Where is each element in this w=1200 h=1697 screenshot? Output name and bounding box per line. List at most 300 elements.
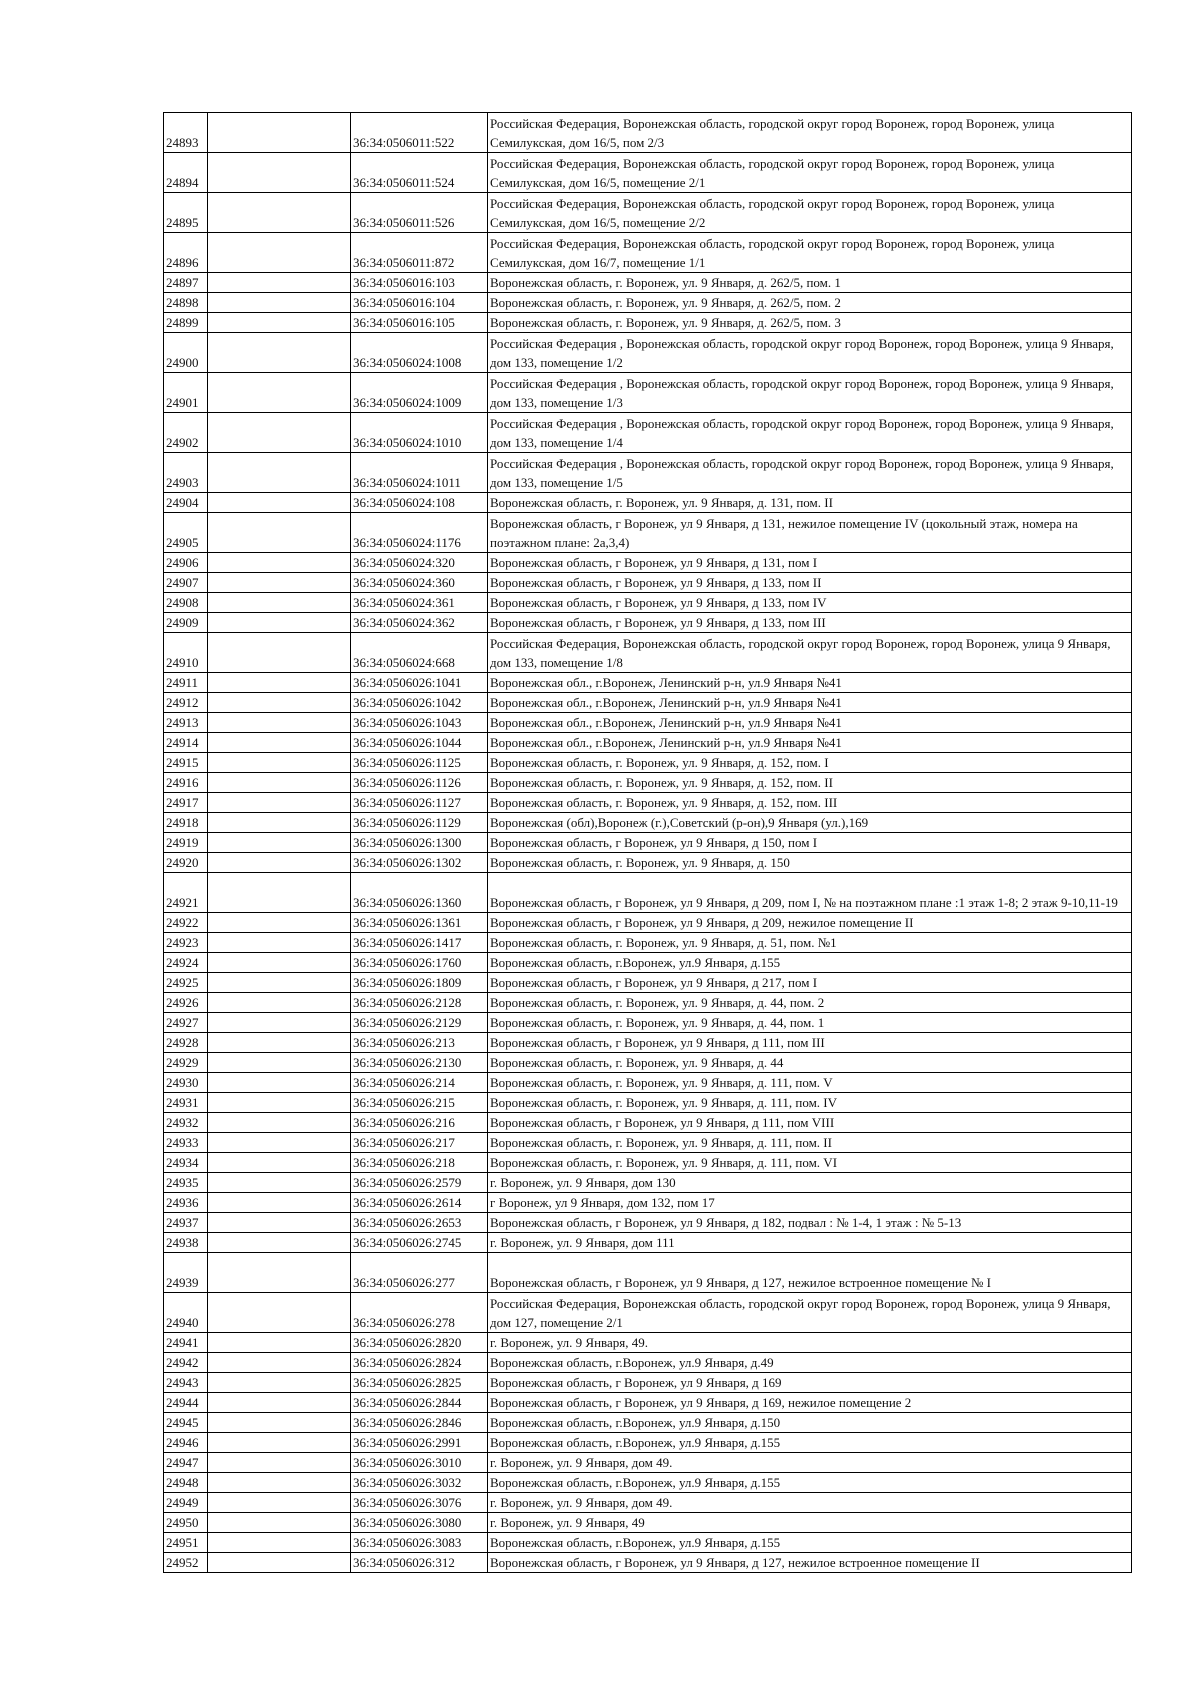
empty-column-cell bbox=[208, 1113, 351, 1133]
empty-column-cell bbox=[208, 753, 351, 773]
empty-column-cell bbox=[208, 1513, 351, 1533]
table-row bbox=[164, 1033, 1132, 1053]
cadastral-number-cell: 36:34:0506026:1809 bbox=[351, 973, 488, 993]
address-cell: Воронежская область, г Воронеж, ул 9 Января, д 150, пом I bbox=[488, 833, 1132, 853]
table-row bbox=[164, 313, 1132, 333]
empty-column-cell bbox=[208, 773, 351, 793]
row-number-cell: 24947 bbox=[164, 1453, 208, 1473]
address-cell: Воронежская область, г Воронеж, ул 9 Января, д 111, пом VIII bbox=[488, 1113, 1132, 1133]
table-row bbox=[164, 853, 1132, 873]
row-number-cell: 24951 bbox=[164, 1533, 208, 1553]
empty-column-cell bbox=[208, 1453, 351, 1473]
table-row bbox=[164, 1253, 1132, 1293]
cadastral-number-cell: 36:34:0506016:104 bbox=[351, 293, 488, 313]
cadastral-number-cell: 36:34:0506026:1127 bbox=[351, 793, 488, 813]
empty-column-cell bbox=[208, 1293, 351, 1333]
empty-column-cell bbox=[208, 1153, 351, 1173]
address-cell: Воронежская область, г. Воронеж, ул. 9 Января, д. 262/5, пом. 3 bbox=[488, 313, 1132, 333]
address-cell: г Воронеж, ул 9 Января, дом 132, пом 17 bbox=[488, 1193, 1132, 1213]
empty-column-cell bbox=[208, 593, 351, 613]
empty-column-cell bbox=[208, 1333, 351, 1353]
table-row bbox=[164, 1453, 1132, 1473]
empty-column-cell bbox=[208, 573, 351, 593]
table-row bbox=[164, 833, 1132, 853]
table-row bbox=[164, 1013, 1132, 1033]
address-cell: Воронежская область, г. Воронеж, ул. 9 Января, д. 111, пом. IV bbox=[488, 1093, 1132, 1113]
cadastral-number-cell: 36:34:0506024:362 bbox=[351, 613, 488, 633]
row-number-cell: 24922 bbox=[164, 913, 208, 933]
table-row bbox=[164, 693, 1132, 713]
table-row bbox=[164, 1133, 1132, 1153]
table-row bbox=[164, 913, 1132, 933]
table-row bbox=[164, 1513, 1132, 1533]
cadastral-number-cell: 36:34:0506026:1125 bbox=[351, 753, 488, 773]
address-cell: Российская Федерация, Воронежская область, городской округ город Воронеж, город Воронеж, улица Семилукская, дом 16/7, помещение 1/1 bbox=[488, 233, 1132, 273]
cadastral-number-cell: 36:34:0506016:105 bbox=[351, 313, 488, 333]
empty-column-cell bbox=[208, 293, 351, 313]
table-row bbox=[164, 1073, 1132, 1093]
empty-column-cell bbox=[208, 1193, 351, 1213]
row-number-cell: 24945 bbox=[164, 1413, 208, 1433]
address-cell: Воронежская область, г Воронеж, ул 9 Января, д 131, нежилое помещение IV (цокольный этаж, номера на поэтажном плане: 2а,3,4) bbox=[488, 513, 1132, 553]
row-number-cell: 24912 bbox=[164, 693, 208, 713]
table-row bbox=[164, 1233, 1132, 1253]
table-row bbox=[164, 1333, 1132, 1353]
cadastral-number-cell: 36:34:0506024:1010 bbox=[351, 413, 488, 453]
address-cell: Воронежская область, г. Воронеж, ул. 9 Января, д. 51, пом. №1 bbox=[488, 933, 1132, 953]
address-cell: г. Воронеж, ул. 9 Января, 49. bbox=[488, 1333, 1132, 1353]
table-row bbox=[164, 733, 1132, 753]
empty-column-cell bbox=[208, 1433, 351, 1453]
row-number-cell: 24893 bbox=[164, 113, 208, 153]
cadastral-number-cell: 36:34:0506024:1176 bbox=[351, 513, 488, 553]
address-cell: Воронежская область, г Воронеж, ул 9 Января, д 169 bbox=[488, 1373, 1132, 1393]
table-row bbox=[164, 1393, 1132, 1413]
address-cell: Воронежская область, г Воронеж, ул 9 Января, д 209, пом I, № на поэтажном плане :1 этаж 1-8; 2 этаж 9-10,11-19 bbox=[488, 873, 1132, 913]
table-row bbox=[164, 873, 1132, 913]
cadastral-number-cell: 36:34:0506024:1008 bbox=[351, 333, 488, 373]
address-cell: г. Воронеж, ул. 9 Января, дом 49. bbox=[488, 1493, 1132, 1513]
row-number-cell: 24930 bbox=[164, 1073, 208, 1093]
cadastral-number-cell: 36:34:0506026:1361 bbox=[351, 913, 488, 933]
table-row bbox=[164, 933, 1132, 953]
cadastral-number-cell: 36:34:0506011:872 bbox=[351, 233, 488, 273]
empty-column-cell bbox=[208, 153, 351, 193]
cadastral-number-cell: 36:34:0506024:1011 bbox=[351, 453, 488, 493]
cadastral-number-cell: 36:34:0506026:3080 bbox=[351, 1513, 488, 1533]
row-number-cell: 24919 bbox=[164, 833, 208, 853]
address-cell: Воронежская область, г. Воронеж, ул. 9 Января, д. 111, пом. VI bbox=[488, 1153, 1132, 1173]
cadastral-number-cell: 36:34:0506026:2825 bbox=[351, 1373, 488, 1393]
address-cell: Воронежская область, г. Воронеж, ул. 9 Января, д. 44 bbox=[488, 1053, 1132, 1073]
cadastral-number-cell: 36:34:0506026:2820 bbox=[351, 1333, 488, 1353]
empty-column-cell bbox=[208, 973, 351, 993]
row-number-cell: 24937 bbox=[164, 1213, 208, 1233]
address-cell: г. Воронеж, ул. 9 Января, дом 111 bbox=[488, 1233, 1132, 1253]
row-number-cell: 24906 bbox=[164, 553, 208, 573]
address-cell: Воронежская область, г. Воронеж, ул. 9 Января, д. 111, пом. II bbox=[488, 1133, 1132, 1153]
table-row bbox=[164, 673, 1132, 693]
address-cell: Воронежская область, г. Воронеж, ул. 9 Января, д. 152, пом. I bbox=[488, 753, 1132, 773]
address-cell: Воронежская обл., г.Воронеж, Ленинский р-н, ул.9 Января №41 bbox=[488, 693, 1132, 713]
empty-column-cell bbox=[208, 273, 351, 293]
cadastral-number-cell: 36:34:0506026:215 bbox=[351, 1093, 488, 1113]
address-cell: Воронежская область, г Воронеж, ул 9 Января, д 133, пом II bbox=[488, 573, 1132, 593]
row-number-cell: 24902 bbox=[164, 413, 208, 453]
row-number-cell: 24904 bbox=[164, 493, 208, 513]
row-number-cell: 24944 bbox=[164, 1393, 208, 1413]
cadastral-number-cell: 36:34:0506026:1043 bbox=[351, 713, 488, 733]
address-cell: Воронежская область, г Воронеж, ул 9 Января, д 133, пом III bbox=[488, 613, 1132, 633]
row-number-cell: 24933 bbox=[164, 1133, 208, 1153]
cadastral-number-cell: 36:34:0506026:217 bbox=[351, 1133, 488, 1153]
address-cell: Российская Федерация, Воронежская область, городской округ город Воронеж, город Воронеж, улица Семилукская, дом 16/5, пом 2/3 bbox=[488, 113, 1132, 153]
row-number-cell: 24940 bbox=[164, 1293, 208, 1333]
table-row bbox=[164, 193, 1132, 233]
empty-column-cell bbox=[208, 853, 351, 873]
empty-column-cell bbox=[208, 1493, 351, 1513]
cadastral-number-cell: 36:34:0506026:2129 bbox=[351, 1013, 488, 1033]
address-cell: Воронежская область, г.Воронеж, ул.9 Января, д.155 bbox=[488, 1433, 1132, 1453]
row-number-cell: 24916 bbox=[164, 773, 208, 793]
row-number-cell: 24905 bbox=[164, 513, 208, 553]
cadastral-number-cell: 36:34:0506026:2745 bbox=[351, 1233, 488, 1253]
cadastral-number-cell: 36:34:0506016:103 bbox=[351, 273, 488, 293]
cadastral-number-cell: 36:34:0506026:1041 bbox=[351, 673, 488, 693]
cadastral-number-cell: 36:34:0506026:1302 bbox=[351, 853, 488, 873]
table-row bbox=[164, 573, 1132, 593]
table-row bbox=[164, 113, 1132, 153]
row-number-cell: 24931 bbox=[164, 1093, 208, 1113]
address-cell: Воронежская область, г.Воронеж, ул.9 Января, д.49 bbox=[488, 1353, 1132, 1373]
row-number-cell: 24950 bbox=[164, 1513, 208, 1533]
table-row bbox=[164, 1293, 1132, 1333]
table-row bbox=[164, 1473, 1132, 1493]
address-cell: Воронежская область, г.Воронеж, ул.9 Января, д.155 bbox=[488, 953, 1132, 973]
table-row bbox=[164, 773, 1132, 793]
cadastral-number-cell: 36:34:0506024:108 bbox=[351, 493, 488, 513]
empty-column-cell bbox=[208, 1473, 351, 1493]
cadastral-number-cell: 36:34:0506026:3032 bbox=[351, 1473, 488, 1493]
row-number-cell: 24934 bbox=[164, 1153, 208, 1173]
address-cell: Воронежская область, г.Воронеж, ул.9 Января, д.155 bbox=[488, 1533, 1132, 1553]
row-number-cell: 24899 bbox=[164, 313, 208, 333]
row-number-cell: 24909 bbox=[164, 613, 208, 633]
row-number-cell: 24913 bbox=[164, 713, 208, 733]
empty-column-cell bbox=[208, 373, 351, 413]
empty-column-cell bbox=[208, 1213, 351, 1233]
table-row bbox=[164, 593, 1132, 613]
row-number-cell: 24927 bbox=[164, 1013, 208, 1033]
empty-column-cell bbox=[208, 873, 351, 913]
address-cell: Воронежская область, г Воронеж, ул 9 Января, д 111, пом III bbox=[488, 1033, 1132, 1053]
empty-column-cell bbox=[208, 553, 351, 573]
table-row bbox=[164, 1173, 1132, 1193]
table-row bbox=[164, 333, 1132, 373]
table-row bbox=[164, 273, 1132, 293]
row-number-cell: 24926 bbox=[164, 993, 208, 1013]
empty-column-cell bbox=[208, 1253, 351, 1293]
table-row bbox=[164, 1553, 1132, 1573]
cadastral-number-cell: 36:34:0506026:218 bbox=[351, 1153, 488, 1173]
table-row bbox=[164, 993, 1132, 1013]
cadastral-number-cell: 36:34:0506026:2824 bbox=[351, 1353, 488, 1373]
empty-column-cell bbox=[208, 913, 351, 933]
empty-column-cell bbox=[208, 1133, 351, 1153]
address-cell: Воронежская область, г. Воронеж, ул. 9 Января, д. 152, пом. II bbox=[488, 773, 1132, 793]
empty-column-cell bbox=[208, 1373, 351, 1393]
empty-column-cell bbox=[208, 693, 351, 713]
row-number-cell: 24900 bbox=[164, 333, 208, 373]
cadastral-number-cell: 36:34:0506026:2614 bbox=[351, 1193, 488, 1213]
empty-column-cell bbox=[208, 953, 351, 973]
table-row bbox=[164, 1153, 1132, 1173]
address-cell: Воронежская область, г Воронеж, ул 9 Января, д 217, пом I bbox=[488, 973, 1132, 993]
row-number-cell: 24908 bbox=[164, 593, 208, 613]
address-cell: Воронежская область, г Воронеж, ул 9 Января, д 133, пом IV bbox=[488, 593, 1132, 613]
row-number-cell: 24952 bbox=[164, 1553, 208, 1573]
row-number-cell: 24946 bbox=[164, 1433, 208, 1453]
row-number-cell: 24932 bbox=[164, 1113, 208, 1133]
address-cell: Воронежская область, г.Воронеж, ул.9 Января, д.155 bbox=[488, 1473, 1132, 1493]
address-cell: Воронежская область, г Воронеж, ул 9 Января, д 131, пом I bbox=[488, 553, 1132, 573]
cadastral-number-cell: 36:34:0506026:278 bbox=[351, 1293, 488, 1333]
table-row bbox=[164, 753, 1132, 773]
table-row bbox=[164, 373, 1132, 413]
address-cell: Воронежская область, г Воронеж, ул 9 Января, д 127, нежилое встроенное помещение II bbox=[488, 1553, 1132, 1573]
empty-column-cell bbox=[208, 673, 351, 693]
row-number-cell: 24903 bbox=[164, 453, 208, 493]
cadastral-number-cell: 36:34:0506026:2846 bbox=[351, 1413, 488, 1433]
address-cell: Воронежская область, г. Воронеж, ул. 9 Января, д. 44, пом. 2 bbox=[488, 993, 1132, 1013]
row-number-cell: 24920 bbox=[164, 853, 208, 873]
row-number-cell: 24943 bbox=[164, 1373, 208, 1393]
cadastral-number-cell: 36:34:0506026:2128 bbox=[351, 993, 488, 1013]
cadastral-number-cell: 36:34:0506026:1417 bbox=[351, 933, 488, 953]
row-number-cell: 24917 bbox=[164, 793, 208, 813]
table-row bbox=[164, 1213, 1132, 1233]
cadastral-number-cell: 36:34:0506026:2844 bbox=[351, 1393, 488, 1413]
cadastral-number-cell: 36:34:0506026:214 bbox=[351, 1073, 488, 1093]
empty-column-cell bbox=[208, 1533, 351, 1553]
empty-column-cell bbox=[208, 1053, 351, 1073]
empty-column-cell bbox=[208, 1233, 351, 1253]
address-cell: Воронежская область, г. Воронеж, ул. 9 Января, д. 262/5, пом. 2 bbox=[488, 293, 1132, 313]
row-number-cell: 24897 bbox=[164, 273, 208, 293]
cadastral-number-cell: 36:34:0506026:312 bbox=[351, 1553, 488, 1573]
empty-column-cell bbox=[208, 1393, 351, 1413]
address-cell: Воронежская область, г Воронеж, ул 9 Января, д 169, нежилое помещение 2 bbox=[488, 1393, 1132, 1413]
empty-column-cell bbox=[208, 633, 351, 673]
table-row bbox=[164, 613, 1132, 633]
address-cell: Воронежская область, г. Воронеж, ул. 9 Января, д. 44, пом. 1 bbox=[488, 1013, 1132, 1033]
cadastral-number-cell: 36:34:0506026:2991 bbox=[351, 1433, 488, 1453]
address-cell: Воронежская область, г Воронеж, ул 9 Января, д 127, нежилое встроенное помещение № I bbox=[488, 1253, 1132, 1293]
cadastral-number-cell: 36:34:0506026:2579 bbox=[351, 1173, 488, 1193]
address-cell: Российская Федерация, Воронежская область, городской округ город Воронеж, город Воронеж, улица Семилукская, дом 16/5, помещение 2/1 bbox=[488, 153, 1132, 193]
empty-column-cell bbox=[208, 193, 351, 233]
table-row bbox=[164, 153, 1132, 193]
empty-column-cell bbox=[208, 933, 351, 953]
empty-column-cell bbox=[208, 513, 351, 553]
table-row bbox=[164, 1533, 1132, 1553]
registry-table-body bbox=[164, 113, 1132, 1573]
row-number-cell: 24914 bbox=[164, 733, 208, 753]
address-cell: Воронежская обл., г.Воронеж, Ленинский р-н, ул.9 Января №41 bbox=[488, 673, 1132, 693]
cadastral-number-cell: 36:34:0506026:277 bbox=[351, 1253, 488, 1293]
address-cell: Российская Федерация , Воронежская область, городской округ город Воронеж, город Воронеж, улица 9 Января, дом 133, помещение 1/3 bbox=[488, 373, 1132, 413]
address-cell: Воронежская область, г. Воронеж, ул. 9 Января, д. 131, пом. II bbox=[488, 493, 1132, 513]
cadastral-number-cell: 36:34:0506011:526 bbox=[351, 193, 488, 233]
cadastral-number-cell: 36:34:0506026:3083 bbox=[351, 1533, 488, 1553]
address-cell: Воронежская обл., г.Воронеж, Ленинский р-н, ул.9 Января №41 bbox=[488, 713, 1132, 733]
address-cell: Воронежская (обл),Воронеж (г.),Советский (р-он),9 Января (ул.),169 bbox=[488, 813, 1132, 833]
address-cell: г. Воронеж, ул. 9 Января, дом 49. bbox=[488, 1453, 1132, 1473]
empty-column-cell bbox=[208, 1353, 351, 1373]
cadastral-number-cell: 36:34:0506026:2653 bbox=[351, 1213, 488, 1233]
row-number-cell: 24895 bbox=[164, 193, 208, 233]
table-row bbox=[164, 633, 1132, 673]
table-row bbox=[164, 1373, 1132, 1393]
empty-column-cell bbox=[208, 613, 351, 633]
empty-column-cell bbox=[208, 1413, 351, 1433]
cadastral-number-cell: 36:34:0506026:1129 bbox=[351, 813, 488, 833]
address-cell: Воронежская область, г. Воронеж, ул. 9 Января, д. 150 bbox=[488, 853, 1132, 873]
table-row bbox=[164, 1493, 1132, 1513]
table-row bbox=[164, 1093, 1132, 1113]
address-cell: Воронежская область, г. Воронеж, ул. 9 Января, д. 111, пом. V bbox=[488, 1073, 1132, 1093]
row-number-cell: 24901 bbox=[164, 373, 208, 413]
empty-column-cell bbox=[208, 813, 351, 833]
row-number-cell: 24923 bbox=[164, 933, 208, 953]
table-row bbox=[164, 453, 1132, 493]
table-row bbox=[164, 513, 1132, 553]
row-number-cell: 24907 bbox=[164, 573, 208, 593]
table-row bbox=[164, 293, 1132, 313]
empty-column-cell bbox=[208, 1093, 351, 1113]
address-cell: г. Воронеж, ул. 9 Января, дом 130 bbox=[488, 1173, 1132, 1193]
empty-column-cell bbox=[208, 333, 351, 373]
table-row bbox=[164, 413, 1132, 453]
row-number-cell: 24911 bbox=[164, 673, 208, 693]
row-number-cell: 24938 bbox=[164, 1233, 208, 1253]
row-number-cell: 24896 bbox=[164, 233, 208, 273]
empty-column-cell bbox=[208, 733, 351, 753]
table-row bbox=[164, 953, 1132, 973]
address-cell: Воронежская область, г. Воронеж, ул. 9 Января, д. 152, пом. III bbox=[488, 793, 1132, 813]
empty-column-cell bbox=[208, 993, 351, 1013]
cadastral-number-cell: 36:34:0506026:1042 bbox=[351, 693, 488, 713]
empty-column-cell bbox=[208, 493, 351, 513]
cadastral-number-cell: 36:34:0506024:1009 bbox=[351, 373, 488, 413]
table-row bbox=[164, 793, 1132, 813]
cadastral-number-cell: 36:34:0506026:1360 bbox=[351, 873, 488, 913]
cadastral-number-cell: 36:34:0506026:1760 bbox=[351, 953, 488, 973]
row-number-cell: 24894 bbox=[164, 153, 208, 193]
cadastral-number-cell: 36:34:0506026:3076 bbox=[351, 1493, 488, 1513]
empty-column-cell bbox=[208, 313, 351, 333]
empty-column-cell bbox=[208, 1173, 351, 1193]
address-cell: Воронежская область, г Воронеж, ул 9 Января, д 209, нежилое помещение II bbox=[488, 913, 1132, 933]
address-cell: Российская Федерация, Воронежская область, городской округ город Воронеж, город Воронеж, улица 9 Января, дом 133, помещение 1/8 bbox=[488, 633, 1132, 673]
row-number-cell: 24936 bbox=[164, 1193, 208, 1213]
table-row bbox=[164, 1193, 1132, 1213]
empty-column-cell bbox=[208, 453, 351, 493]
cadastral-number-cell: 36:34:0506026:3010 bbox=[351, 1453, 488, 1473]
cadastral-number-cell: 36:34:0506011:524 bbox=[351, 153, 488, 193]
empty-column-cell bbox=[208, 833, 351, 853]
row-number-cell: 24910 bbox=[164, 633, 208, 673]
address-cell: Воронежская область, г.Воронеж, ул.9 Января, д.150 bbox=[488, 1413, 1132, 1433]
table-row bbox=[164, 1433, 1132, 1453]
cadastral-number-cell: 36:34:0506026:213 bbox=[351, 1033, 488, 1053]
cadastral-number-cell: 36:34:0506024:361 bbox=[351, 593, 488, 613]
cadastral-number-cell: 36:34:0506026:216 bbox=[351, 1113, 488, 1133]
empty-column-cell bbox=[208, 1033, 351, 1053]
row-number-cell: 24948 bbox=[164, 1473, 208, 1493]
row-number-cell: 24898 bbox=[164, 293, 208, 313]
address-cell: Воронежская область, г Воронеж, ул 9 Января, д 182, подвал : № 1-4, 1 этаж : № 5-13 bbox=[488, 1213, 1132, 1233]
row-number-cell: 24928 bbox=[164, 1033, 208, 1053]
row-number-cell: 24921 bbox=[164, 873, 208, 913]
table-row bbox=[164, 973, 1132, 993]
address-cell: Российская Федерация , Воронежская область, городской округ город Воронеж, город Воронеж, улица 9 Января, дом 133, помещение 1/5 bbox=[488, 453, 1132, 493]
table-row bbox=[164, 553, 1132, 573]
table-row bbox=[164, 233, 1132, 273]
empty-column-cell bbox=[208, 713, 351, 733]
table-row bbox=[164, 713, 1132, 733]
table-row bbox=[164, 1053, 1132, 1073]
table-row bbox=[164, 493, 1132, 513]
row-number-cell: 24915 bbox=[164, 753, 208, 773]
address-cell: Воронежская область, г. Воронеж, ул. 9 Января, д. 262/5, пом. 1 bbox=[488, 273, 1132, 293]
row-number-cell: 24925 bbox=[164, 973, 208, 993]
address-cell: Российская Федерация, Воронежская область, городской округ город Воронеж, город Воронеж, улица 9 Января, дом 127, помещение 2/1 bbox=[488, 1293, 1132, 1333]
cadastral-number-cell: 36:34:0506024:668 bbox=[351, 633, 488, 673]
table-row bbox=[164, 1413, 1132, 1433]
row-number-cell: 24918 bbox=[164, 813, 208, 833]
empty-column-cell bbox=[208, 413, 351, 453]
row-number-cell: 24924 bbox=[164, 953, 208, 973]
table-row bbox=[164, 813, 1132, 833]
cadastral-number-cell: 36:34:0506011:522 bbox=[351, 113, 488, 153]
empty-column-cell bbox=[208, 113, 351, 153]
row-number-cell: 24942 bbox=[164, 1353, 208, 1373]
table-row bbox=[164, 1353, 1132, 1373]
cadastral-number-cell: 36:34:0506026:2130 bbox=[351, 1053, 488, 1073]
empty-column-cell bbox=[208, 1073, 351, 1093]
empty-column-cell bbox=[208, 793, 351, 813]
address-cell: Российская Федерация , Воронежская область, городской округ город Воронеж, город Воронеж, улица 9 Января, дом 133, помещение 1/4 bbox=[488, 413, 1132, 453]
row-number-cell: 24929 bbox=[164, 1053, 208, 1073]
address-cell: Российская Федерация, Воронежская область, городской округ город Воронеж, город Воронеж, улица Семилукская, дом 16/5, помещение 2/2 bbox=[488, 193, 1132, 233]
empty-column-cell bbox=[208, 233, 351, 273]
table-row bbox=[164, 1113, 1132, 1133]
row-number-cell: 24935 bbox=[164, 1173, 208, 1193]
cadastral-number-cell: 36:34:0506026:1044 bbox=[351, 733, 488, 753]
address-cell: г. Воронеж, ул. 9 Января, 49 bbox=[488, 1513, 1132, 1533]
row-number-cell: 24949 bbox=[164, 1493, 208, 1513]
cadastral-number-cell: 36:34:0506024:360 bbox=[351, 573, 488, 593]
property-registry-table bbox=[163, 112, 1132, 1573]
row-number-cell: 24939 bbox=[164, 1253, 208, 1293]
cadastral-number-cell: 36:34:0506026:1300 bbox=[351, 833, 488, 853]
empty-column-cell bbox=[208, 1553, 351, 1573]
address-cell: Российская Федерация , Воронежская область, городской округ город Воронеж, город Воронеж, улица 9 Января, дом 133, помещение 1/2 bbox=[488, 333, 1132, 373]
empty-column-cell bbox=[208, 1013, 351, 1033]
cadastral-number-cell: 36:34:0506024:320 bbox=[351, 553, 488, 573]
row-number-cell: 24941 bbox=[164, 1333, 208, 1353]
